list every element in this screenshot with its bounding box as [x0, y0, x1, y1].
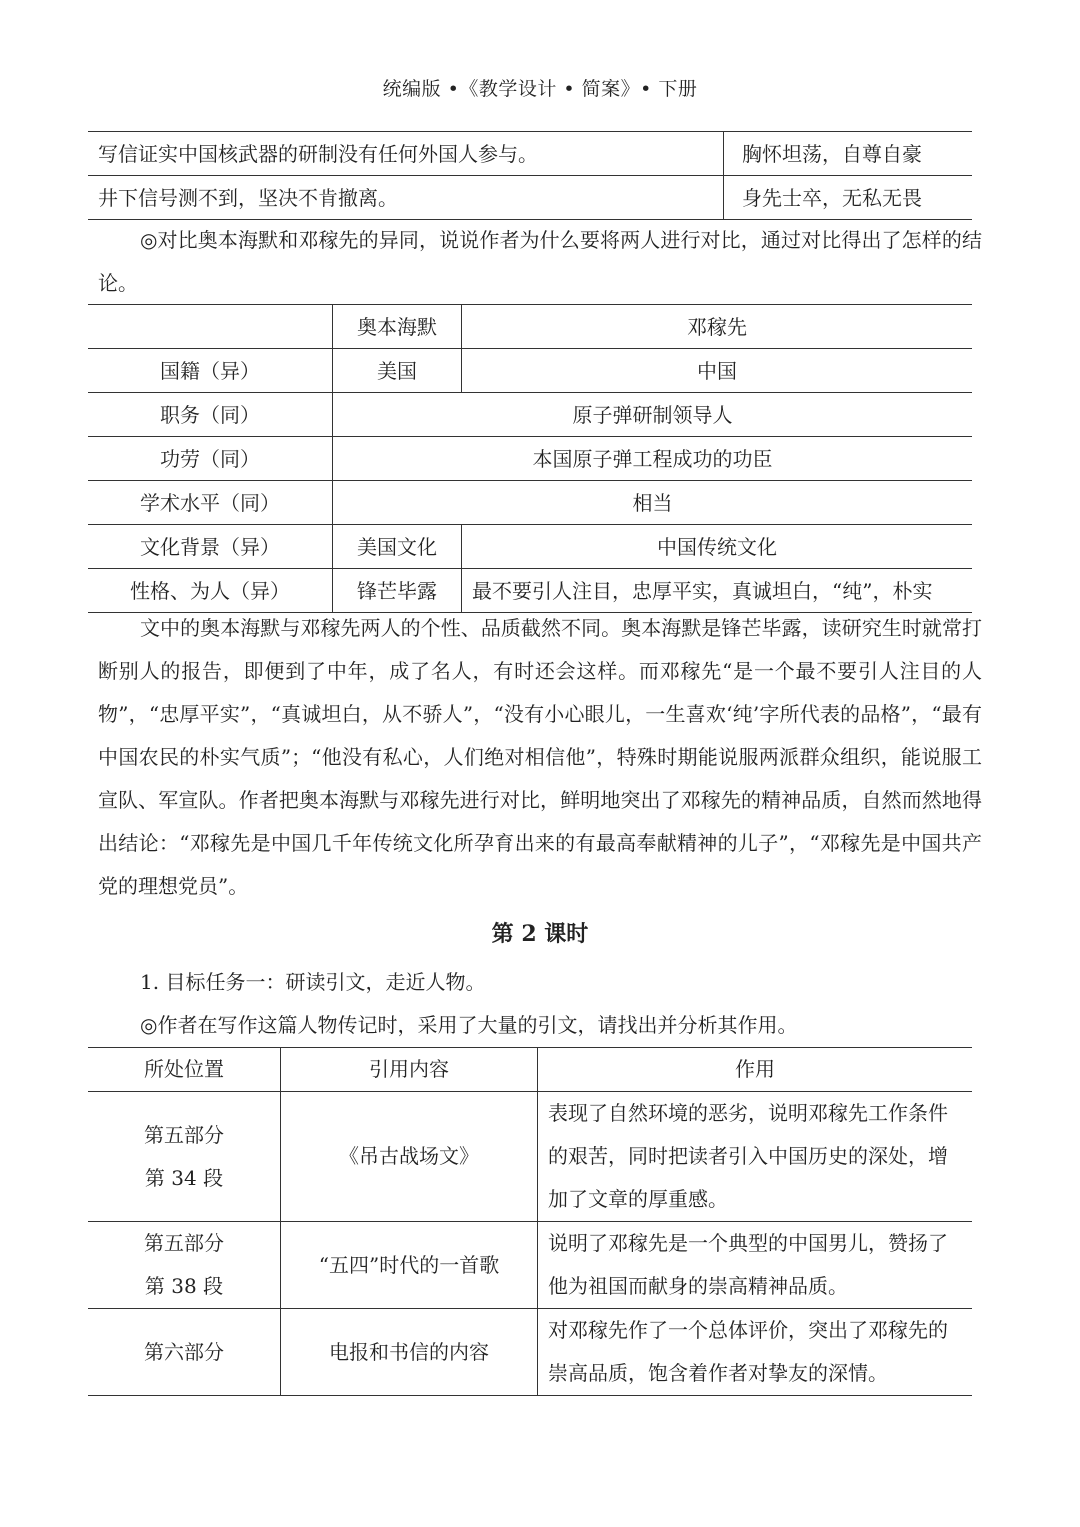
shared-cell: 原子弹研制领导人 [333, 393, 973, 437]
quality-table [88, 131, 972, 220]
aspect-cell: 文化背景（异） [88, 525, 333, 569]
content-cell: 电报和书信的内容 [281, 1309, 538, 1396]
oppenheimer-cell: 美国 [333, 349, 462, 393]
question-quotes: ◎作者在写作这篇人物传记时，采用了大量的引文，请找出并分析其作用。 [140, 1013, 798, 1037]
shared-cell: 本国原子弹工程成功的功臣 [333, 437, 973, 481]
table-row [88, 1092, 972, 1222]
position-cell [88, 1222, 281, 1309]
effect-cell: 对邓稼先作了一个总体评价，突出了邓稼先的崇高品质，饱含着作者对挚友的深情。 [538, 1309, 973, 1396]
position-part: 第六部分 [144, 1339, 224, 1364]
effect-cell: 表现了自然环境的恶劣，说明邓稼先工作条件的艰苦，同时把读者引入中国历史的深处，增加了文章的厚重感。 [538, 1092, 973, 1222]
deng-cell: 中国 [462, 349, 973, 393]
table-row [88, 176, 972, 220]
table-row [88, 437, 972, 481]
header-cell: 奥本海默 [333, 305, 462, 349]
analysis-paragraph: 文中的奥本海默与邓稼先两人的个性、品质截然不同。奥本海默是锋芒毕露，读研究生时就常打断别人的报告，即便到了中年，成了名人，有时还会这样。而邓稼先“是一个最不要引人注目的人物”，“忠厚平实”，“真诚坦白，从不骄人”，“没有小心眼儿，一生喜欢‘纯’字所代表的品格”，“最有中国农民的朴实气质”；“他没有私心，人们绝对相信他”，特殊时期能说服两派群众组织，能说服工宣队、军宣队。作者把奥本海默与邓稼先进行对比，鲜明地突出了邓稼先的精神品质，自然而然地得出结论：“邓稼先是中国几千年传统文化所孕育出来的有最高奉献精神的儿子”，“邓稼先是中国共产党的理想党员”。 [98, 616, 982, 898]
comparison-table [88, 304, 972, 613]
table-row [88, 349, 972, 393]
content-cell: “五四”时代的一首歌 [281, 1222, 538, 1309]
aspect-cell: 国籍（异） [88, 349, 333, 393]
table-row [88, 525, 972, 569]
header-cell: 作用 [538, 1048, 973, 1092]
position-cell [88, 1092, 281, 1222]
table-row [88, 1309, 972, 1396]
effect-cell: 说明了邓稼先是一个典型的中国男儿，赞扬了他为祖国而献身的崇高精神品质。 [538, 1222, 973, 1309]
header-cell [88, 305, 333, 349]
position-part: 第五部分 [144, 1231, 224, 1255]
table-header-row [88, 1048, 972, 1092]
aspect-cell: 学术水平（同） [88, 481, 333, 525]
quality-cell: 胸怀坦荡，自尊自豪 [724, 132, 973, 176]
header-cell: 引用内容 [281, 1048, 538, 1092]
table-row [88, 393, 972, 437]
table-header-row [88, 305, 972, 349]
task-one: 1. 目标任务一：研读引文，走近人物。 [140, 970, 486, 994]
event-cell: 写信证实中国核武器的研制没有任何外国人参与。 [88, 132, 724, 176]
position-paragraph: 第 34 段 [144, 1165, 224, 1190]
deng-cell: 最不要引人注目，忠厚平实，真诚坦白，“纯”，朴实 [462, 569, 973, 613]
header-cell: 邓稼先 [462, 305, 973, 349]
quotation-table [88, 1047, 972, 1396]
page-header: 统编版 •《教学设计 • 简案》• 下册 [382, 78, 698, 100]
position-part: 第五部分 [144, 1122, 224, 1147]
position-cell [88, 1309, 281, 1396]
aspect-cell: 性格、为人（异） [88, 569, 333, 613]
oppenheimer-cell: 锋芒毕露 [333, 569, 462, 613]
aspect-cell: 职务（同） [88, 393, 333, 437]
table-row [88, 569, 972, 613]
event-cell: 井下信号测不到，坚决不肯撤离。 [88, 176, 724, 220]
content-cell: 《吊古战场文》 [281, 1092, 538, 1222]
header-cell: 所处位置 [88, 1048, 281, 1092]
aspect-cell: 功劳（同） [88, 437, 333, 481]
quality-cell: 身先士卒，无私无畏 [724, 176, 973, 220]
position-paragraph: 第 38 段 [144, 1274, 224, 1298]
table-row [88, 481, 972, 525]
table-row [88, 132, 972, 176]
shared-cell: 相当 [333, 481, 973, 525]
oppenheimer-cell: 美国文化 [333, 525, 462, 569]
table-row [88, 1222, 972, 1309]
section-title: 第 2 课时 [491, 921, 589, 947]
question-compare: ◎对比奥本海默和邓稼先的异同，说说作者为什么要将两人进行对比，通过对比得出了怎样的结论。 [98, 228, 982, 295]
deng-cell: 中国传统文化 [462, 525, 973, 569]
